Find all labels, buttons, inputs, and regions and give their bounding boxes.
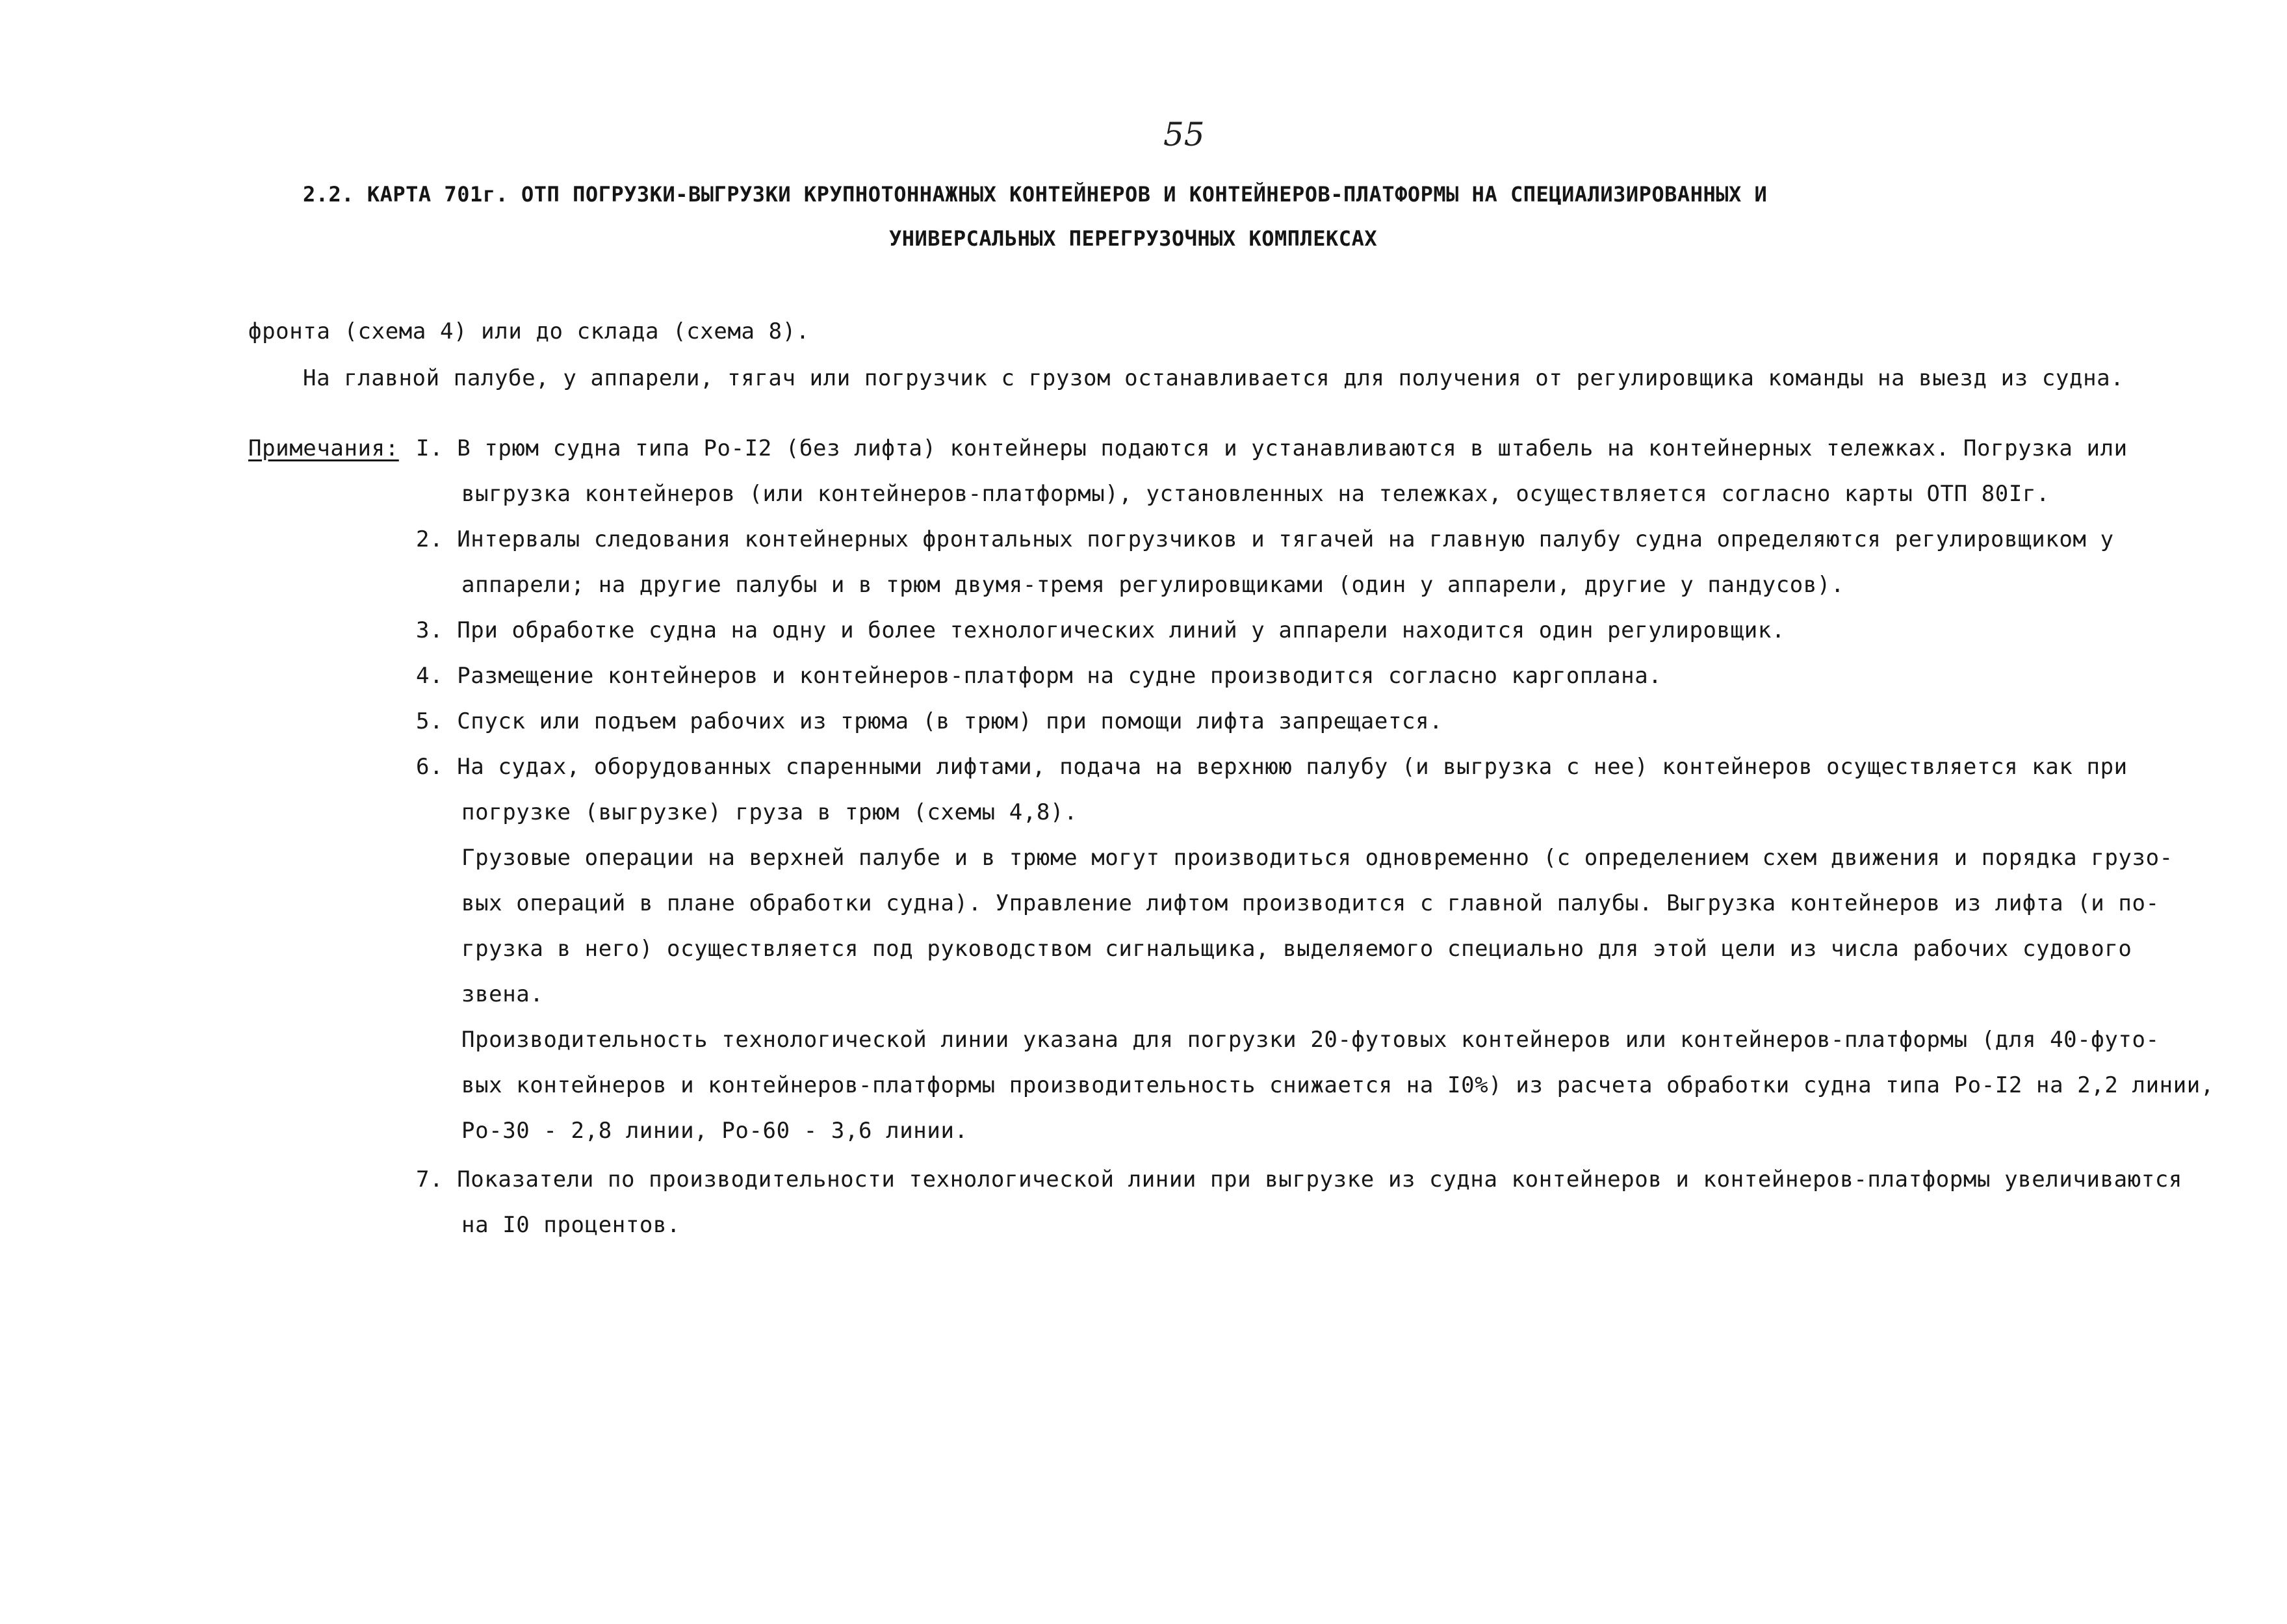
note-5-line-1: 5. Спуск или подъем рабочих из трюма (в трюм) при помощи лифта запрещается. xyxy=(416,708,1443,734)
document-title-line-1: 2.2. КАРТА 701г. ОТП ПОГРУЗКИ-ВЫГРУЗКИ КРУПНОТОННАЖНЫХ КОНТЕЙНЕРОВ И КОНТЕЙНЕРОВ-ПЛАТФОРМЫ НА СПЕЦИАЛИЗИРОВАННЫХ И xyxy=(303,182,1768,207)
note-6-line-8: вых контейнеров и контейнеров-платформы производительность снижается на I0%) из расчета обработки судна типа Ро-I2 на 2,2 линии, xyxy=(461,1072,2214,1098)
note-7-line-2: на I0 процентов. xyxy=(461,1212,681,1238)
body-text-line: фронта (схема 4) или до склада (схема 8). xyxy=(248,318,810,344)
note-2-line-2: аппарели; на другие палубы и в трюм двумя-тремя регулировщиками (один у аппарели, другие у пандусов). xyxy=(461,572,1845,598)
note-6-line-5: грузка в него) осуществляется под руководством сигнальщика, выделяемого специально для этой цели из числа рабочих судового xyxy=(461,936,2132,962)
note-6-line-9: Ро-30 - 2,8 линии, Ро-60 - 3,6 линии. xyxy=(461,1118,968,1144)
note-4-line-1: 4. Размещение контейнеров и контейнеров-платформ на судне производится согласно каргоплана. xyxy=(416,663,1662,689)
note-6-line-4: вых операций в плане обработки судна). Управление лифтом производится с главной палубы. Выгрузка контейнеров из лифта (и по- xyxy=(461,890,2160,916)
note-6-line-2: погрузке (выгрузке) груза в трюм (схемы 4,8). xyxy=(461,799,1078,825)
page-number: 55 xyxy=(1163,116,1205,153)
note-6-line-3: Грузовые операции на верхней палубе и в трюме могут производиться одновременно (с определением схем движения и порядка грузо- xyxy=(461,845,2173,871)
note-1-line-2: выгрузка контейнеров (или контейнеров-платформы), установленных на тележках, осуществляется согласно карты ОТП 80Iг. xyxy=(461,481,2050,507)
note-6-line-7: Производительность технологической линии указана для погрузки 20-футовых контейнеров или контейнеров-платформы (для 40-футо- xyxy=(461,1027,2160,1053)
note-6-line-6: звена. xyxy=(461,981,544,1007)
note-7-line-1: 7. Показатели по производительности технологической линии при выгрузке из судна контейнеров и контейнеров-платформы увеличиваются xyxy=(416,1166,2182,1192)
note-3-line-1: 3. При обработке судна на одну и более технологических линий у аппарели находится один регулировщик. xyxy=(416,617,1785,643)
notes-label: Примечания: xyxy=(248,435,399,461)
note-6-line-1: 6. На судах, оборудованных спаренными лифтами, подача на верхнюю палубу (и выгрузка с нее) контейнеров осуществляется как при xyxy=(416,754,2128,780)
body-text-line: На главной палубе, у аппарели, тягач или погрузчик с грузом останавливается для получения от регулировщика команды на выезд из судна. xyxy=(303,365,2125,391)
note-1-line-1: I. В трюм судна типа Ро-I2 (без лифта) контейнеры подаются и устанавливаются в штабель на контейнерных тележках. Погрузка или xyxy=(416,435,2128,461)
document-title-line-2: УНИВЕРСАЛЬНЫХ ПЕРЕГРУЗОЧНЫХ КОМПЛЕКСАХ xyxy=(889,226,1378,251)
note-2-line-1: 2. Интервалы следования контейнерных фронтальных погрузчиков и тягачей на главную палубу судна определяются регулировщиком у xyxy=(416,526,2114,552)
